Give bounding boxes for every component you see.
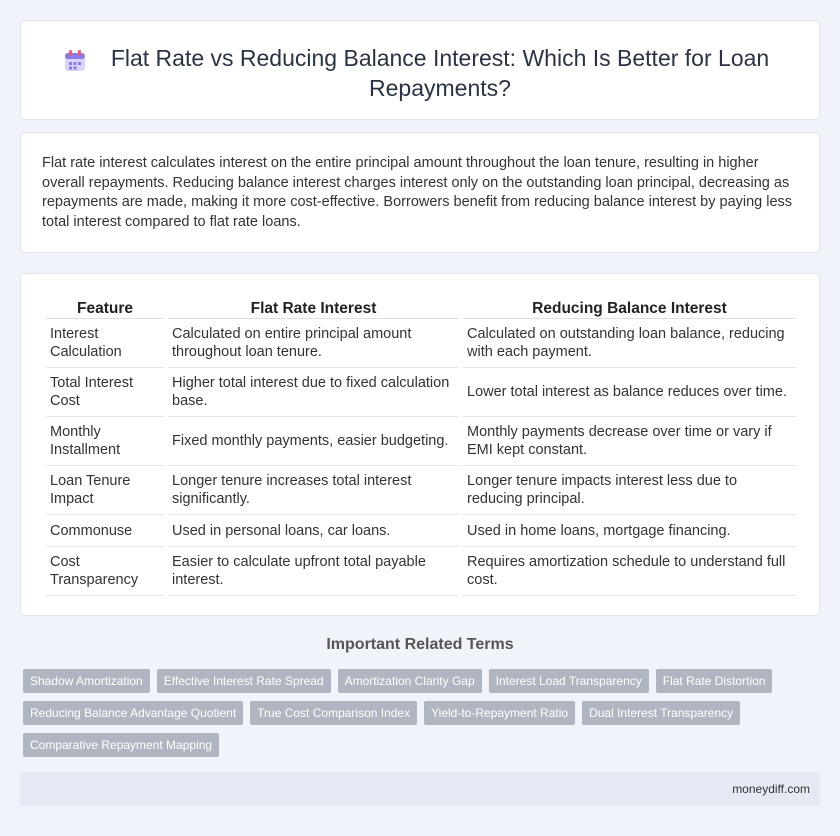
- header-flat-rate: Flat Rate Interest: [168, 294, 459, 319]
- flat-rate-cell: Easier to calculate upfront total payable interest.: [168, 547, 459, 596]
- related-term-tag[interactable]: Amortization Clarity Gap: [338, 669, 482, 693]
- table-header-row: [46, 294, 796, 319]
- related-term-tag[interactable]: Shadow Amortization: [23, 669, 150, 693]
- table-row: [46, 368, 796, 417]
- feature-cell: Commonuse: [46, 515, 164, 547]
- table-row: [46, 417, 796, 466]
- footer-source[interactable]: moneydiff.com: [732, 782, 810, 796]
- comparison-table: [42, 294, 800, 596]
- reducing-balance-cell: Longer tenure impacts interest less due to reducing principal.: [463, 466, 796, 515]
- related-term-tag[interactable]: Flat Rate Distortion: [656, 669, 773, 693]
- feature-cell: Cost Transparency: [46, 547, 164, 596]
- flat-rate-cell: Used in personal loans, car loans.: [168, 515, 459, 547]
- related-term-tag[interactable]: Dual Interest Transparency: [582, 701, 740, 725]
- flat-rate-cell: Higher total interest due to fixed calculation base.: [168, 368, 459, 417]
- summary-card: [20, 132, 820, 253]
- reducing-balance-cell: Requires amortization schedule to understand full cost.: [463, 547, 796, 596]
- reducing-balance-cell: Lower total interest as balance reduces over time.: [463, 368, 796, 417]
- reducing-balance-cell: Calculated on outstanding loan balance, reducing with each payment.: [463, 319, 796, 368]
- related-term-tag[interactable]: Comparative Repayment Mapping: [23, 733, 219, 757]
- title-wrap: [61, 43, 789, 103]
- table-row: [46, 319, 796, 368]
- reducing-balance-cell: Monthly payments decrease over time or vary if EMI kept constant.: [463, 417, 796, 466]
- header-card: [20, 20, 820, 120]
- table-card: [20, 273, 820, 616]
- reducing-balance-cell: Used in home loans, mortgage financing.: [463, 515, 796, 547]
- flat-rate-cell: Calculated on entire principal amount throughout loan tenure.: [168, 319, 459, 368]
- table-row: [46, 547, 796, 596]
- header-reducing-balance: Reducing Balance Interest: [463, 294, 796, 319]
- feature-cell: Loan Tenure Impact: [46, 466, 164, 515]
- feature-cell: Monthly Installment: [46, 417, 164, 466]
- feature-cell: Total Interest Cost: [46, 368, 164, 417]
- header-feature: Feature: [46, 294, 164, 319]
- related-term-tag[interactable]: Reducing Balance Advantage Quotient: [23, 701, 243, 725]
- table-row: [46, 515, 796, 547]
- related-terms-list: [23, 669, 813, 757]
- summary-text: Flat rate interest calculates interest on the entire principal amount throughout the loan tenure, resulting in higher overall repayments. Reducing balance interest charges interest only on the outstanding loan principal, decreasing as repayments are made, making it more cost-effective. Borrowers benefit from reducing balance interest by paying less total interest compared to flat rate loans.: [42, 155, 793, 230]
- table-row: [46, 466, 796, 515]
- related-term-tag[interactable]: Interest Load Transparency: [489, 669, 649, 693]
- related-term-tag[interactable]: True Cost Comparison Index: [250, 701, 417, 725]
- related-term-tag[interactable]: Effective Interest Rate Spread: [157, 669, 331, 693]
- calendar-icon: [61, 47, 89, 75]
- flat-rate-cell: Fixed monthly payments, easier budgeting.: [168, 417, 459, 466]
- page-title: Flat Rate vs Reducing Balance Interest: Which Is Better for Loan Repayments?: [110, 45, 770, 101]
- related-terms-heading: Important Related Terms: [326, 636, 514, 653]
- footer: [20, 772, 820, 806]
- flat-rate-cell: Longer tenure increases total interest significantly.: [168, 466, 459, 515]
- related-term-tag[interactable]: Yield-to-Repayment Ratio: [424, 701, 575, 725]
- feature-cell: Interest Calculation: [46, 319, 164, 368]
